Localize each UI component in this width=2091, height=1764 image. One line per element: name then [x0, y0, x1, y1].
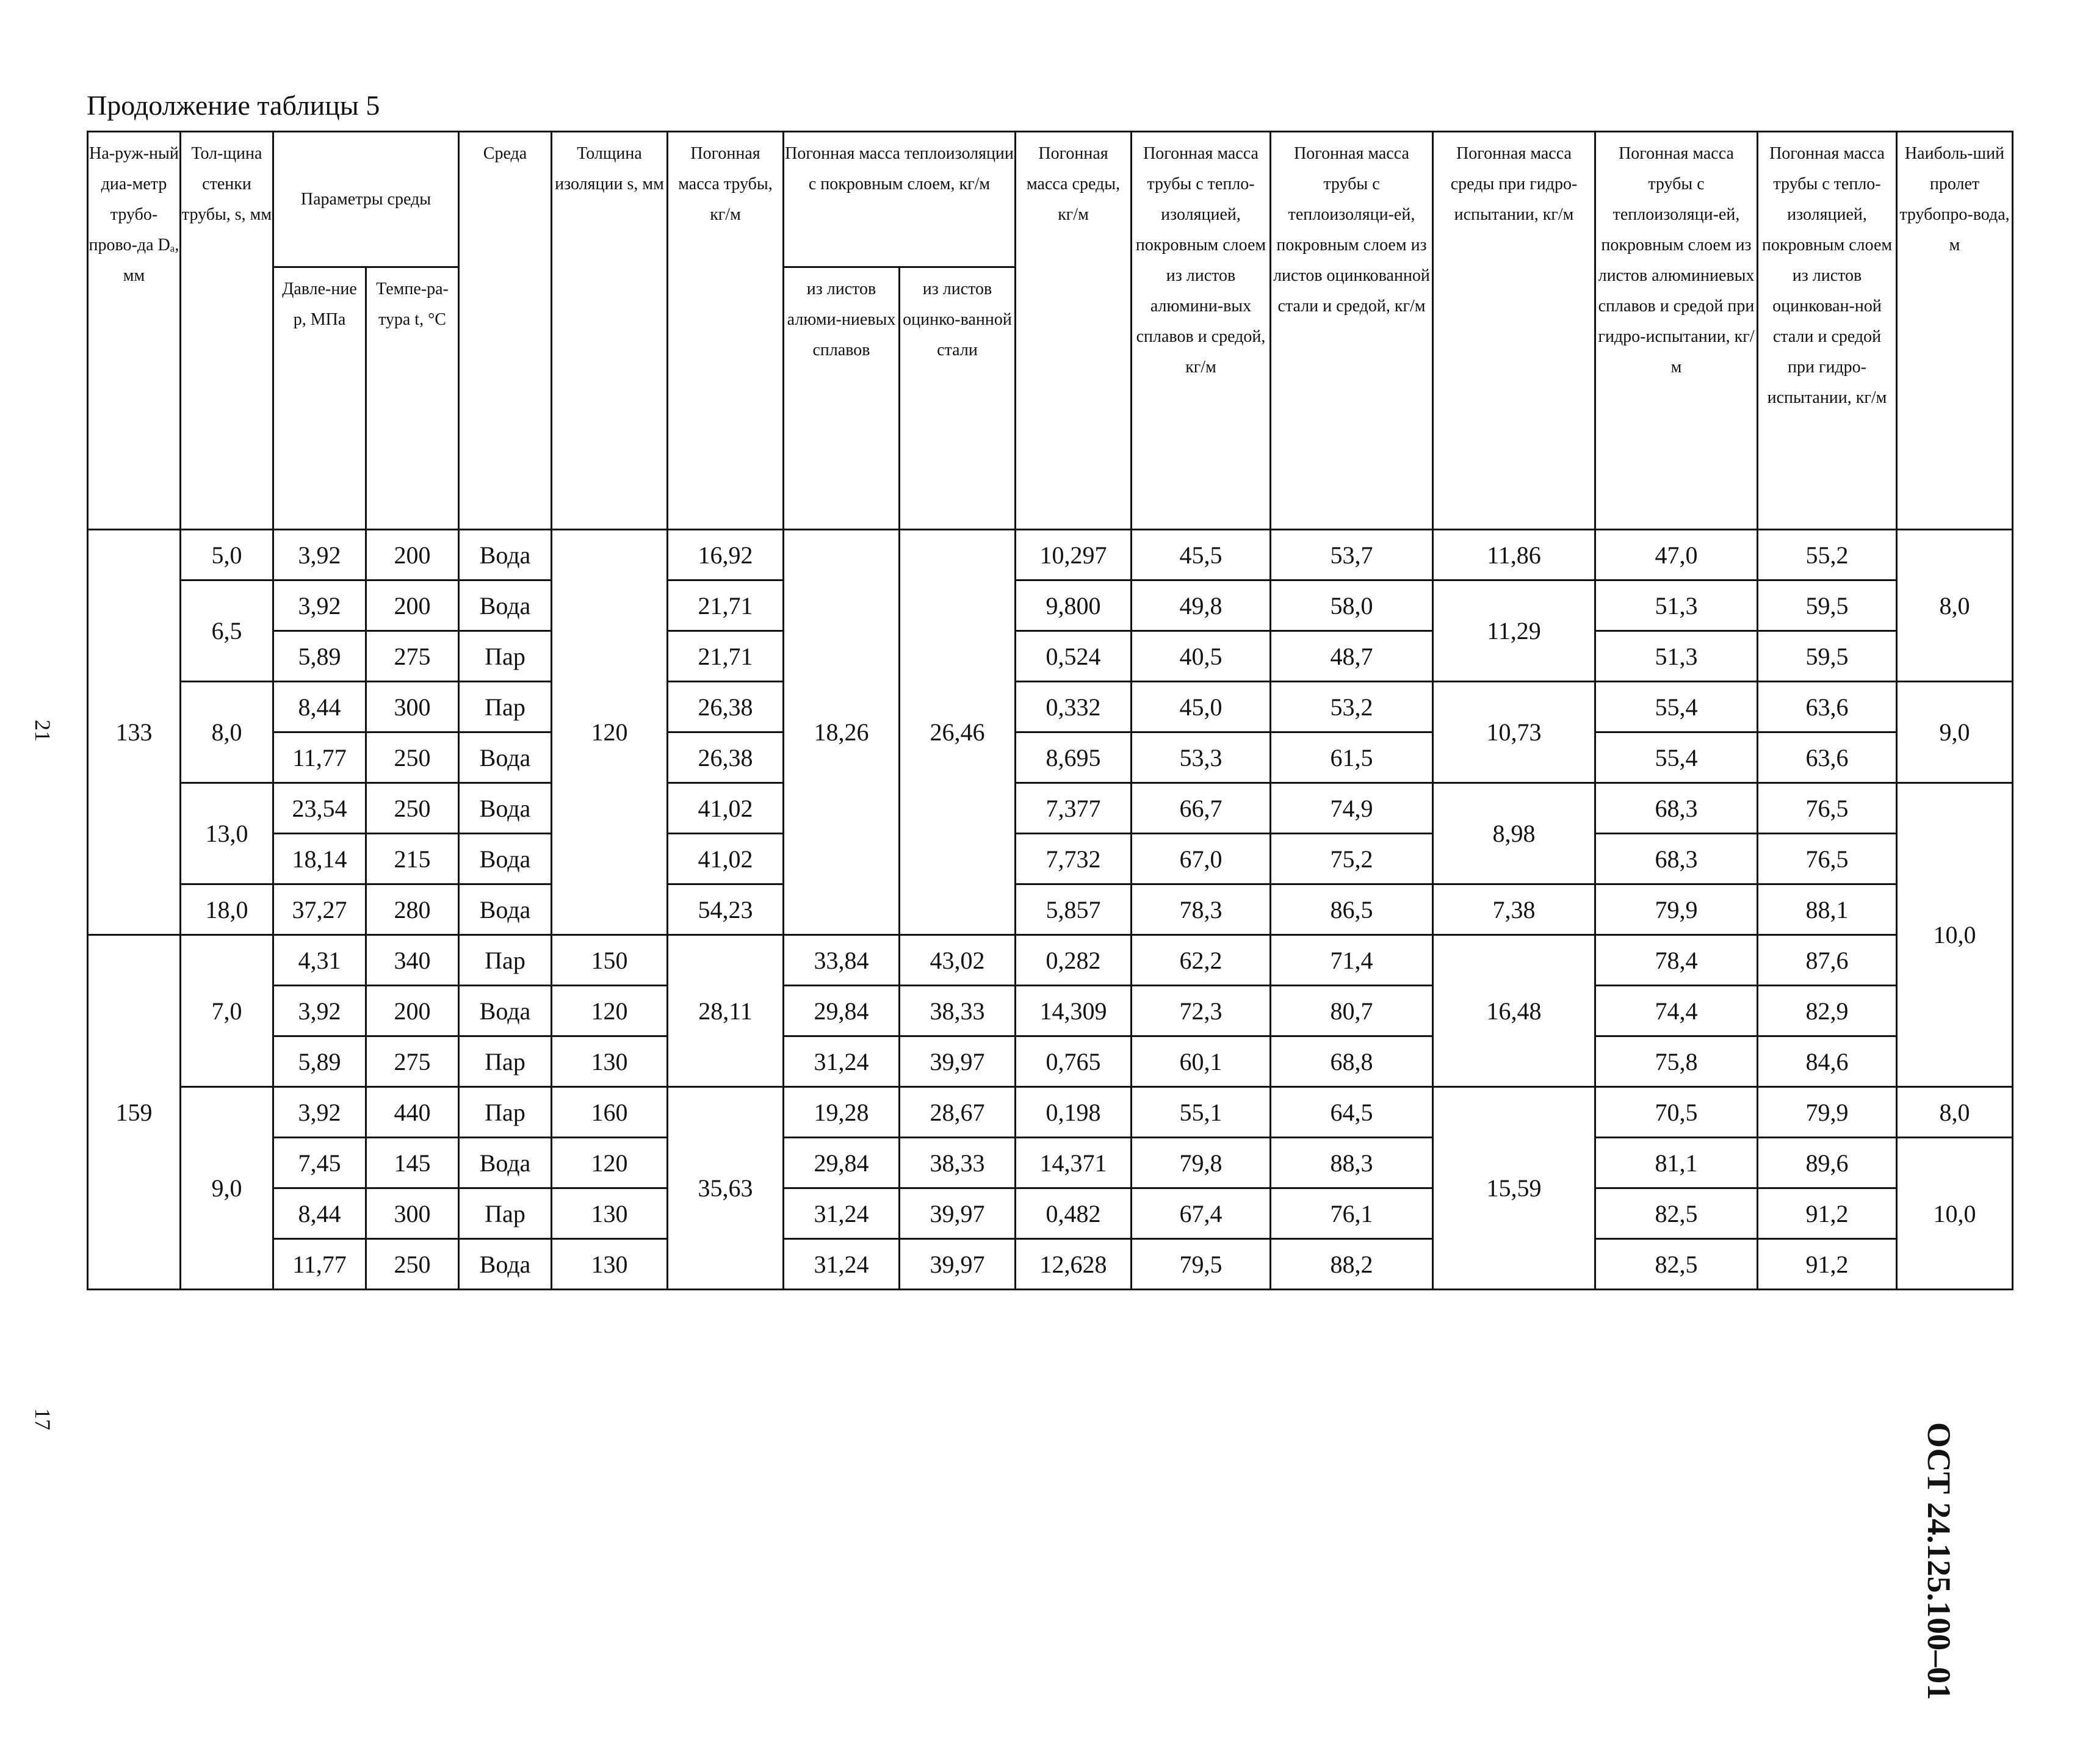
header-insul-mass: Погонная масса теплоизоляции с покровным слоем, кг/м — [784, 132, 1016, 267]
header-mass-al-medium: Погонная масса трубы с тепло-изоляцией, покровным слоем из листов алюмини-вых сплавов и средой, кг/м — [1132, 132, 1271, 530]
table-row — [88, 530, 2013, 580]
cell-mass-al-hydro: 79,9 — [1595, 884, 1758, 935]
cell-medium: Вода — [459, 986, 552, 1036]
cell-mass-al-medium: 60,1 — [1132, 1036, 1271, 1087]
cell-pressure: 4,31 — [273, 935, 366, 986]
cell-insul-zn: 38,33 — [900, 986, 1016, 1036]
cell-medium-mass: 8,695 — [1016, 732, 1132, 783]
cell-mass-zn-medium: 48,7 — [1271, 631, 1433, 682]
cell-medium-mass: 0,482 — [1016, 1188, 1132, 1239]
cell-mass-al-hydro: 55,4 — [1595, 732, 1758, 783]
cell-mass-al-hydro: 78,4 — [1595, 935, 1758, 986]
cell-mass-zn-hydro: 82,9 — [1758, 986, 1897, 1036]
header-insul-zn: из листов оцинко-ванной стали — [900, 267, 1016, 530]
cell-mass-zn-hydro: 88,1 — [1758, 884, 1897, 935]
cell-mass-zn-medium: 75,2 — [1271, 834, 1433, 884]
header-insul-al: из листов алюми-ниевых сплавов — [784, 267, 900, 530]
cell-pressure: 37,27 — [273, 884, 366, 935]
cell-mass-zn-medium: 64,5 — [1271, 1087, 1433, 1138]
cell-mass-zn-medium: 76,1 — [1271, 1188, 1433, 1239]
cell-mass-al-medium: 79,5 — [1132, 1239, 1271, 1290]
cell-temperature: 300 — [366, 682, 459, 732]
cell-pressure: 7,45 — [273, 1138, 366, 1188]
cell-mass-zn-medium: 61,5 — [1271, 732, 1433, 783]
table-row — [88, 1188, 2013, 1239]
cell-diameter: 159 — [88, 935, 181, 1290]
cell-temperature: 200 — [366, 580, 459, 631]
cell-pipe-mass: 16,92 — [668, 530, 784, 580]
cell-wall: 8,0 — [181, 682, 273, 783]
cell-medium-mass: 0,198 — [1016, 1087, 1132, 1138]
cell-insul-zn: 43,02 — [900, 935, 1016, 986]
cell-temperature: 280 — [366, 884, 459, 935]
cell-pressure: 8,44 — [273, 1188, 366, 1239]
cell-mass-zn-hydro: 91,2 — [1758, 1188, 1897, 1239]
header-pipe-mass: Погонная масса трубы, кг/м — [668, 132, 784, 530]
cell-pressure: 11,77 — [273, 1239, 366, 1290]
table-row — [88, 783, 2013, 834]
cell-medium: Вода — [459, 1138, 552, 1188]
header-params: Параметры среды — [273, 132, 459, 267]
header-temperature: Темпе-ра-тура t, °С — [366, 267, 459, 530]
cell-mass-al-medium: 45,0 — [1132, 682, 1271, 732]
cell-mass-al-hydro: 74,4 — [1595, 986, 1758, 1036]
header-mass-zn-hydro: Погонная масса трубы с тепло-изоляцией, покровным слоем из листов оцинкован-ной стали и средой при гидро-испытании, кг/м — [1758, 132, 1897, 530]
cell-mass-al-hydro: 51,3 — [1595, 631, 1758, 682]
cell-medium-mass: 0,765 — [1016, 1036, 1132, 1087]
cell-pressure: 3,92 — [273, 986, 366, 1036]
table-row — [88, 682, 2013, 732]
cell-mass-zn-hydro: 76,5 — [1758, 783, 1897, 834]
cell-mass-zn-medium: 53,7 — [1271, 530, 1433, 580]
cell-temperature: 145 — [366, 1138, 459, 1188]
table-row — [88, 631, 2013, 682]
data-table — [87, 131, 2013, 1290]
cell-insulation: 120 — [552, 530, 668, 935]
cell-pressure: 5,89 — [273, 631, 366, 682]
cell-medium-hydro: 10,73 — [1433, 682, 1595, 783]
cell-insul-al: 18,26 — [784, 530, 900, 935]
page-number-17: 17 — [31, 1408, 55, 1430]
header-pressure: Давле-ние p, МПа — [273, 267, 366, 530]
cell-span: 10,0 — [1897, 1138, 2013, 1290]
cell-medium-mass: 14,371 — [1016, 1138, 1132, 1188]
cell-mass-al-medium: 49,8 — [1132, 580, 1271, 631]
cell-pipe-mass: 21,71 — [668, 631, 784, 682]
cell-span: 9,0 — [1897, 682, 2013, 783]
header-diameter: На-руж-ный диа-метр трубо-прово-да Dₐ, мм — [88, 132, 181, 530]
header-span: Наиболь-ший пролет трубопро-вода, м — [1897, 132, 2013, 530]
cell-wall: 6,5 — [181, 580, 273, 682]
cell-insul-zn: 28,67 — [900, 1087, 1016, 1138]
cell-mass-al-medium: 67,4 — [1132, 1188, 1271, 1239]
cell-temperature: 275 — [366, 631, 459, 682]
cell-mass-al-hydro: 47,0 — [1595, 530, 1758, 580]
cell-insul-al: 31,24 — [784, 1239, 900, 1290]
cell-temperature: 300 — [366, 1188, 459, 1239]
cell-mass-zn-hydro: 59,5 — [1758, 631, 1897, 682]
cell-diameter: 133 — [88, 530, 181, 935]
cell-wall: 13,0 — [181, 783, 273, 884]
cell-insul-zn: 26,46 — [900, 530, 1016, 935]
cell-insulation: 130 — [552, 1036, 668, 1087]
cell-mass-al-medium: 53,3 — [1132, 732, 1271, 783]
cell-pipe-mass: 26,38 — [668, 732, 784, 783]
document-code: ОСТ 24.125.100–01 — [1921, 1422, 1957, 1701]
cell-medium: Вода — [459, 1239, 552, 1290]
cell-pressure: 11,77 — [273, 732, 366, 783]
table-row — [88, 884, 2013, 935]
cell-medium-mass: 5,857 — [1016, 884, 1132, 935]
cell-pipe-mass: 35,63 — [668, 1087, 784, 1290]
table-row — [88, 1239, 2013, 1290]
cell-medium-hydro: 11,86 — [1433, 530, 1595, 580]
cell-medium: Пар — [459, 682, 552, 732]
cell-mass-zn-hydro: 87,6 — [1758, 935, 1897, 986]
cell-medium-mass: 10,297 — [1016, 530, 1132, 580]
cell-mass-zn-hydro: 55,2 — [1758, 530, 1897, 580]
cell-insul-al: 31,24 — [784, 1036, 900, 1087]
cell-mass-zn-hydro: 79,9 — [1758, 1087, 1897, 1138]
cell-pipe-mass: 21,71 — [668, 580, 784, 631]
cell-temperature: 250 — [366, 1239, 459, 1290]
cell-insul-al: 19,28 — [784, 1087, 900, 1138]
cell-pressure: 5,89 — [273, 1036, 366, 1087]
cell-mass-zn-hydro: 84,6 — [1758, 1036, 1897, 1087]
cell-insul-zn: 39,97 — [900, 1036, 1016, 1087]
cell-mass-al-hydro: 51,3 — [1595, 580, 1758, 631]
table-row — [88, 580, 2013, 631]
cell-medium-hydro: 16,48 — [1433, 935, 1595, 1087]
cell-mass-zn-medium: 88,3 — [1271, 1138, 1433, 1188]
cell-mass-zn-hydro: 91,2 — [1758, 1239, 1897, 1290]
header-mass-zn-medium: Погонная масса трубы с теплоизоляци-ей, покровным слоем из листов оцинкованной стали и средой, кг/м — [1271, 132, 1433, 530]
table-caption: Продолжение таблицы 5 — [87, 90, 380, 121]
cell-wall: 7,0 — [181, 935, 273, 1087]
cell-temperature: 275 — [366, 1036, 459, 1087]
cell-mass-zn-hydro: 59,5 — [1758, 580, 1897, 631]
table-row — [88, 935, 2013, 986]
cell-medium: Пар — [459, 631, 552, 682]
cell-medium: Пар — [459, 1036, 552, 1087]
cell-pipe-mass: 26,38 — [668, 682, 784, 732]
cell-insulation: 130 — [552, 1239, 668, 1290]
cell-insul-zn: 39,97 — [900, 1188, 1016, 1239]
cell-insulation: 120 — [552, 986, 668, 1036]
table-row — [88, 986, 2013, 1036]
cell-pressure: 8,44 — [273, 682, 366, 732]
cell-mass-al-medium: 55,1 — [1132, 1087, 1271, 1138]
header-medium-mass: Погонная масса среды, кг/м — [1016, 132, 1132, 530]
cell-medium-hydro: 11,29 — [1433, 580, 1595, 682]
cell-medium: Вода — [459, 783, 552, 834]
header-wall: Тол-щина стенки трубы, s, мм — [181, 132, 273, 530]
cell-medium: Пар — [459, 935, 552, 986]
cell-mass-zn-medium: 74,9 — [1271, 783, 1433, 834]
cell-mass-zn-hydro: 63,6 — [1758, 682, 1897, 732]
cell-medium-mass: 7,732 — [1016, 834, 1132, 884]
cell-pressure: 3,92 — [273, 530, 366, 580]
cell-medium-mass: 12,628 — [1016, 1239, 1132, 1290]
cell-mass-al-hydro: 82,5 — [1595, 1239, 1758, 1290]
cell-medium: Вода — [459, 884, 552, 935]
cell-medium-hydro: 8,98 — [1433, 783, 1595, 884]
cell-mass-al-medium: 78,3 — [1132, 884, 1271, 935]
cell-medium-mass: 9,800 — [1016, 580, 1132, 631]
cell-insulation: 130 — [552, 1188, 668, 1239]
cell-mass-zn-medium: 71,4 — [1271, 935, 1433, 986]
cell-pressure: 3,92 — [273, 580, 366, 631]
table-row — [88, 1036, 2013, 1087]
cell-insul-zn: 38,33 — [900, 1138, 1016, 1188]
cell-medium-mass: 14,309 — [1016, 986, 1132, 1036]
cell-temperature: 250 — [366, 732, 459, 783]
cell-insulation: 160 — [552, 1087, 668, 1138]
cell-mass-zn-hydro: 63,6 — [1758, 732, 1897, 783]
cell-span: 10,0 — [1897, 783, 2013, 1087]
cell-pipe-mass: 41,02 — [668, 783, 784, 834]
header-mass-al-hydro: Погонная масса трубы с теплоизоляци-ей, покровным слоем из листов алюминиевых сплавов и средой при гидро-испытании, кг/м — [1595, 132, 1758, 530]
cell-mass-al-hydro: 68,3 — [1595, 834, 1758, 884]
cell-temperature: 340 — [366, 935, 459, 986]
cell-mass-al-hydro: 68,3 — [1595, 783, 1758, 834]
cell-medium-mass: 0,332 — [1016, 682, 1132, 732]
table-row — [88, 732, 2013, 783]
cell-insulation: 120 — [552, 1138, 668, 1188]
cell-wall: 9,0 — [181, 1087, 273, 1290]
cell-medium: Вода — [459, 580, 552, 631]
cell-temperature: 250 — [366, 783, 459, 834]
cell-medium: Вода — [459, 530, 552, 580]
cell-insulation: 150 — [552, 935, 668, 986]
cell-mass-zn-medium: 80,7 — [1271, 986, 1433, 1036]
cell-insul-al: 33,84 — [784, 935, 900, 986]
header-insulation: Толщина изоляции s, мм — [552, 132, 668, 530]
cell-mass-zn-medium: 58,0 — [1271, 580, 1433, 631]
cell-medium-mass: 7,377 — [1016, 783, 1132, 834]
cell-insul-zn: 39,97 — [900, 1239, 1016, 1290]
cell-pipe-mass: 28,11 — [668, 935, 784, 1087]
cell-temperature: 200 — [366, 530, 459, 580]
cell-mass-al-medium: 40,5 — [1132, 631, 1271, 682]
cell-mass-al-hydro: 55,4 — [1595, 682, 1758, 732]
cell-mass-al-hydro: 82,5 — [1595, 1188, 1758, 1239]
cell-mass-al-medium: 66,7 — [1132, 783, 1271, 834]
cell-temperature: 200 — [366, 986, 459, 1036]
cell-temperature: 215 — [366, 834, 459, 884]
cell-medium-mass: 0,524 — [1016, 631, 1132, 682]
cell-pressure: 3,92 — [273, 1087, 366, 1138]
cell-medium: Вода — [459, 732, 552, 783]
cell-pressure: 18,14 — [273, 834, 366, 884]
cell-medium: Пар — [459, 1188, 552, 1239]
header-medium-hydro: Погонная масса среды при гидро-испытании, кг/м — [1433, 132, 1595, 530]
cell-medium-hydro: 15,59 — [1433, 1087, 1595, 1290]
cell-mass-al-medium: 79,8 — [1132, 1138, 1271, 1188]
cell-mass-al-hydro: 70,5 — [1595, 1087, 1758, 1138]
cell-span: 8,0 — [1897, 530, 2013, 682]
cell-pipe-mass: 41,02 — [668, 834, 784, 884]
table-row — [88, 1138, 2013, 1188]
cell-mass-al-hydro: 75,8 — [1595, 1036, 1758, 1087]
cell-wall: 18,0 — [181, 884, 273, 935]
cell-mass-al-medium: 62,2 — [1132, 935, 1271, 986]
cell-insul-al: 31,24 — [784, 1188, 900, 1239]
cell-mass-zn-medium: 86,5 — [1271, 884, 1433, 935]
cell-mass-al-hydro: 81,1 — [1595, 1138, 1758, 1188]
cell-pipe-mass: 54,23 — [668, 884, 784, 935]
page-number-21: 21 — [31, 720, 55, 742]
cell-span: 8,0 — [1897, 1087, 2013, 1138]
cell-mass-zn-medium: 88,2 — [1271, 1239, 1433, 1290]
cell-mass-al-medium: 72,3 — [1132, 986, 1271, 1036]
cell-medium-hydro: 7,38 — [1433, 884, 1595, 935]
cell-medium: Вода — [459, 834, 552, 884]
cell-mass-al-medium: 45,5 — [1132, 530, 1271, 580]
cell-insul-al: 29,84 — [784, 1138, 900, 1188]
cell-wall: 5,0 — [181, 530, 273, 580]
cell-insul-al: 29,84 — [784, 986, 900, 1036]
table-row — [88, 1087, 2013, 1138]
cell-medium: Пар — [459, 1087, 552, 1138]
header-medium: Среда — [459, 132, 552, 530]
table-row — [88, 834, 2013, 884]
cell-temperature: 440 — [366, 1087, 459, 1138]
cell-mass-zn-medium: 68,8 — [1271, 1036, 1433, 1087]
cell-mass-zn-medium: 53,2 — [1271, 682, 1433, 732]
cell-mass-zn-hydro: 89,6 — [1758, 1138, 1897, 1188]
cell-medium-mass: 0,282 — [1016, 935, 1132, 986]
cell-mass-zn-hydro: 76,5 — [1758, 834, 1897, 884]
cell-pressure: 23,54 — [273, 783, 366, 834]
cell-mass-al-medium: 67,0 — [1132, 834, 1271, 884]
